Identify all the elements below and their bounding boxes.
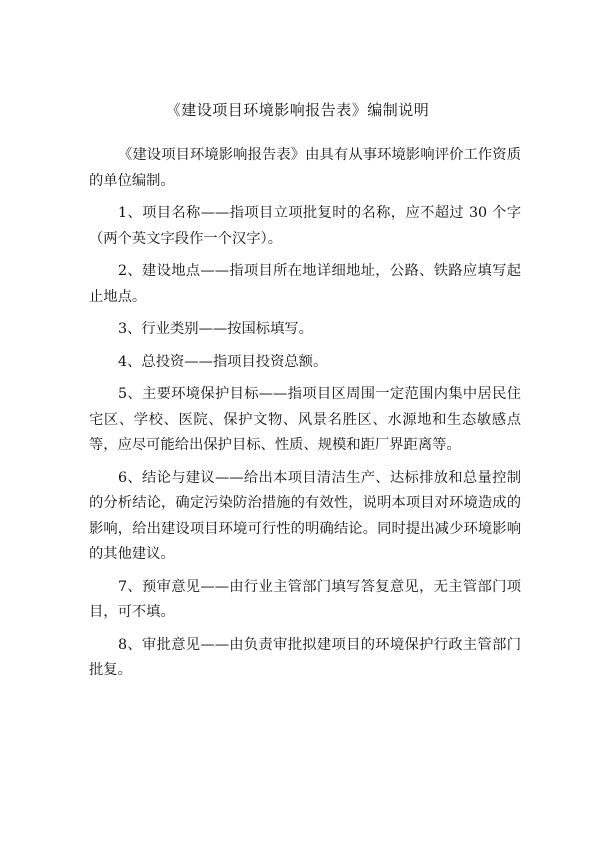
document-title: 《建设项目环境影响报告表》编制说明 [165, 101, 430, 119]
paragraph-approval-opinion: 8、审批意见——由负责审批拟建项目的环境保护行政主管部门批复。 [89, 636, 521, 678]
paragraph-industry-category: 3、行业类别——按国标填写。 [118, 321, 313, 337]
paragraph-project-name: 1、项目名称——指项目立项批复时的名称，应不超过 30 个字（两个英文字段作一个汉字）。 [89, 205, 521, 247]
paragraph-conclusions: 6、结论与建议——给出本项目清洁生产、达标排放和总量控制的分析结论，确定污染防治措施的有效性，说明本项目对环境造成的影响，给出建设项目环境可行性的明确结论。同时提出减少环境影响的其他建议。 [89, 469, 521, 562]
paragraph-protection-targets: 5、主要环境保护目标——指项目区周围一定范围内集中居民住宅区、学校、医院、保护文物、风景名胜区、水源地和生态敏感点等，应尽可能给出保护目标、性质、规模和距厂界距离等。 [89, 386, 521, 453]
document-body [89, 143, 521, 691]
paragraph-intro: 《建设项目环境影响报告表》由具有从事环境影响评价工作资质的单位编制。 [89, 147, 521, 189]
paragraph-preliminary-review: 7、预审意见——由行业主管部门填写答复意见，无主管部门项目，可不填。 [89, 578, 521, 620]
paragraph-total-investment: 4、总投资——指项目投资总额。 [118, 353, 328, 370]
paragraph-construction-site: 2、建设地点——指项目所在地详细地址，公路、铁路应填写起止地点。 [89, 263, 521, 305]
